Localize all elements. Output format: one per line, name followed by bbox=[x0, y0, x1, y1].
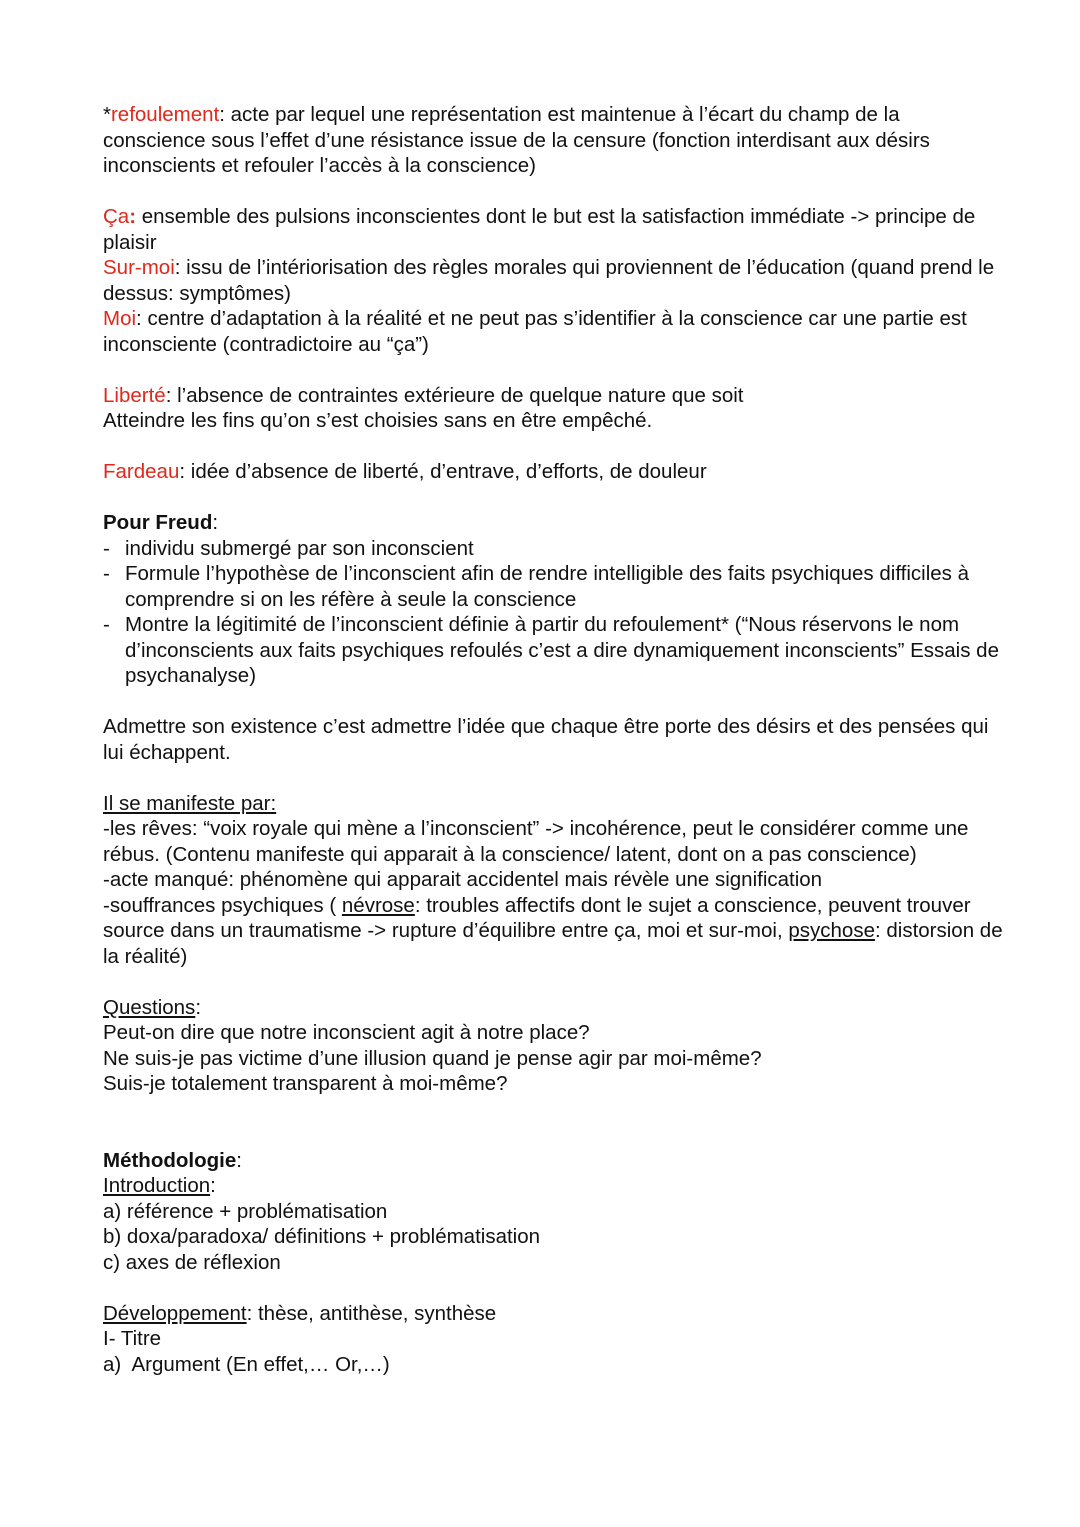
admettre-paragraph: Admettre son existence c’est admettre l’idée que chaque être porte des désirs et des pensées qui lui échappent. bbox=[103, 715, 989, 764]
footnote-marker: * bbox=[103, 103, 111, 126]
liberte-line2: Atteindre les fins qu’on s’est choisies sans en être empêché. bbox=[103, 409, 653, 432]
question-item: Suis-je totalement transparent à moi-même? bbox=[103, 1072, 508, 1095]
dev-item: I- Titre bbox=[103, 1327, 162, 1350]
definition-refoulement: *refoulement: acte par lequel une représentation est maintenue à l’écart du champ de la conscience sous l’effet d’une résistance issue de la censure (fonction interdisant aux désirs inconscients et refouler l’accès à la conscience) bbox=[103, 103, 930, 177]
document-page bbox=[103, 102, 1003, 1377]
definition-text: centre d’adaptation à la réalité et ne peut pas s’identifier à la conscience car une partie est inconsciente (contradictoire au “ça”) bbox=[103, 307, 967, 356]
question-item: Peut-on dire que notre inconscient agit à notre place? bbox=[103, 1021, 590, 1044]
list-item: - individu submergé par son inconscient bbox=[103, 536, 1003, 562]
intro-item: b) doxa/paradoxa/ définitions + problématisation bbox=[103, 1225, 541, 1248]
freud-list bbox=[103, 536, 1003, 689]
intro-item: c) axes de réflexion bbox=[103, 1250, 281, 1274]
term-ca: Ça bbox=[103, 205, 130, 228]
list-item: - Montre la légitimité de l’inconscient définie à partir du refoulement* (“Nous réservons le nom d’inconscients aux faits psychiques refoulés c’est a dire dynamiquement inconscients” Essais de psychanalyse) bbox=[103, 612, 1003, 689]
question-item: Ne suis-je pas victime d’une illusion quand je pense agir par moi-même? bbox=[103, 1046, 762, 1070]
definition-liberte: Liberté: l’absence de contraintes extérieure de quelque nature que soit bbox=[103, 383, 744, 407]
intro-item: a) référence + problématisation bbox=[103, 1199, 388, 1223]
term-nevrose: névrose bbox=[341, 893, 415, 917]
definition-fardeau: Fardeau: idée d’absence de liberté, d’entrave, d’efforts, de douleur bbox=[103, 460, 707, 483]
term-surmoi: Sur-moi bbox=[103, 256, 175, 279]
manifeste-reves: -les rêves: “voix royale qui mène a l’inconscient” -> incohérence, peut le considérer comme une rébus. (Contenu manifeste qui apparait à la conscience/ latent, dont on a pas conscience) bbox=[103, 817, 969, 866]
definition-text: l’absence de contraintes extérieure de quelque nature que soit bbox=[171, 383, 744, 407]
definition-text: idée d’absence de liberté, d’entrave, d’efforts, de douleur bbox=[185, 460, 707, 483]
developpement-heading: Développement: thèse, antithèse, synthèse bbox=[103, 1301, 497, 1325]
list-item: - Formule l’hypothèse de l’inconscient afin de rendre intelligible des faits psychiques difficiles à comprendre si on les réfère à seule la conscience bbox=[103, 561, 1003, 612]
introduction-heading: Introduction: bbox=[103, 1174, 216, 1197]
term-moi: Moi bbox=[103, 307, 137, 330]
freud-heading: Pour Freud: bbox=[103, 511, 219, 534]
questions-heading: Questions: bbox=[103, 995, 202, 1019]
manifeste-acte-manque: -acte manqué: phénomène qui apparait accidentel mais révèle une signification bbox=[103, 868, 823, 891]
dev-item: a) Argument (En effet,… Or,…) bbox=[103, 1352, 390, 1376]
definition-text: ensemble des pulsions inconscientes dont le but est la satisfaction immédiate -> principe de plaisir bbox=[103, 205, 976, 254]
definition-text: acte par lequel une représentation est maintenue à l’écart du champ de la conscience sous l’effet d’une résistance issue de la censure (fonction interdisant aux désirs inconscients et refouler l’accès à la conscience) bbox=[103, 103, 930, 177]
definition-surmoi: Sur-moi: issu de l’intériorisation des règles morales qui proviennent de l’éducation (quand prend le dessus: symptômes) bbox=[103, 256, 995, 305]
definition-text: issu de l’intériorisation des règles morales qui proviennent de l’éducation (quand prend le dessus: symptômes) bbox=[103, 256, 995, 305]
methodologie-heading: Méthodologie: bbox=[103, 1148, 242, 1172]
term-refoulement: refoulement bbox=[110, 103, 220, 126]
term-liberte: Liberté bbox=[103, 383, 166, 407]
definition-moi: Moi: centre d’adaptation à la réalité et ne peut pas s’identifier à la conscience car une partie est inconsciente (contradictoire au “ça”) bbox=[103, 307, 967, 356]
term-psychose: psychose bbox=[788, 919, 875, 942]
manifeste-souffrances: -souffrances psychiques ( névrose: troubles affectifs dont le sujet a conscience, peuvent trouver source dans un traumatisme -> rupture d’équilibre entre ça, moi et sur-moi, psychose: distorsion de la réalité) bbox=[103, 893, 1003, 968]
manifeste-heading: Il se manifeste par: bbox=[103, 791, 277, 815]
term-fardeau: Fardeau bbox=[103, 460, 180, 483]
definition-ca: Ça: ensemble des pulsions inconscientes dont le but est la satisfaction immédiate -> principe de plaisir bbox=[103, 205, 976, 254]
